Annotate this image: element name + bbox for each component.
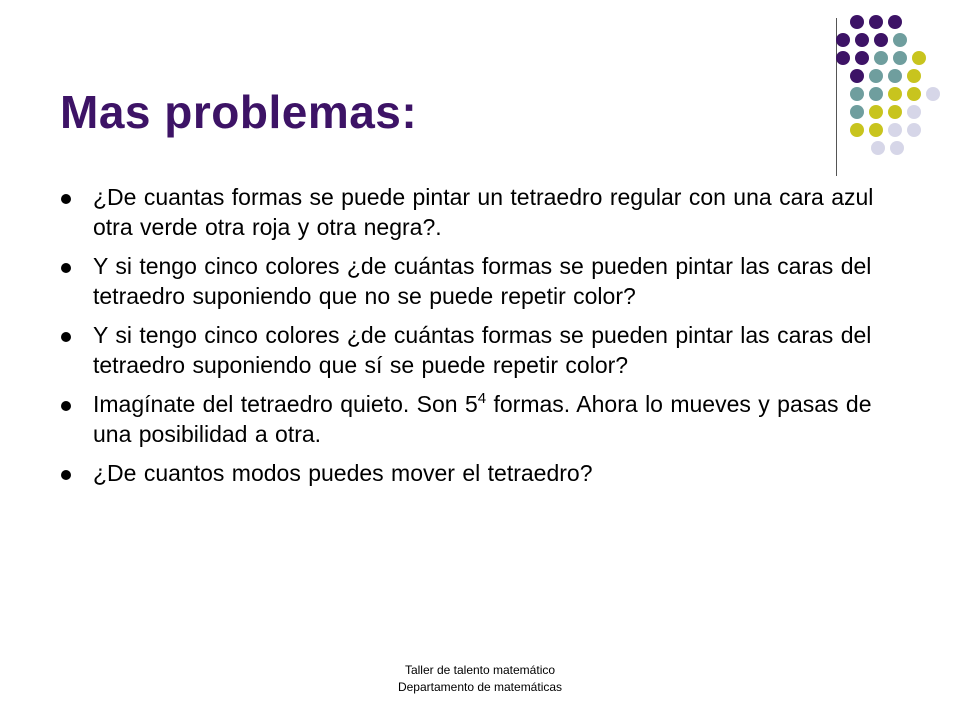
decorative-dot (907, 69, 921, 83)
decorative-dot (836, 51, 850, 65)
bullet-text: ¿De cuantas formas se puede pintar un tetraedro regular con una cara azul otra verde otra roja y otra negra?. (93, 184, 874, 240)
bullet-item (60, 458, 910, 488)
decorative-dot (893, 51, 907, 65)
decorative-dot (869, 69, 883, 83)
decorative-dot (893, 33, 907, 47)
decorative-dot (912, 51, 926, 65)
bullet-item (60, 320, 910, 380)
decorative-dot (907, 123, 921, 137)
decorative-dot (850, 87, 864, 101)
slide-footer (0, 662, 960, 696)
decorative-dot (888, 123, 902, 137)
exponent: 4 (477, 390, 487, 407)
bullet-list (60, 182, 910, 497)
decorative-dot (869, 87, 883, 101)
decorative-dot (926, 87, 940, 101)
decorative-dot (869, 105, 883, 119)
bullet-item (60, 182, 910, 242)
bullet-text: Y si tengo cinco colores ¿de cuántas formas se pueden pintar las caras del tetraedro suponiendo que no se puede repetir color? (93, 253, 872, 309)
decorative-dot (888, 87, 902, 101)
bullet-dot-icon (61, 470, 71, 480)
bullet-text: ¿De cuantos modos puedes mover el tetraedro? (93, 460, 593, 486)
decorative-dot (850, 15, 864, 29)
bullet-text: Y si tengo cinco colores ¿de cuántas formas se pueden pintar las caras del tetraedro suponiendo que sí se puede repetir color? (93, 322, 872, 378)
decorative-dot (890, 141, 904, 155)
bullet-dot-icon (61, 332, 71, 342)
decorative-dot (907, 105, 921, 119)
bullet-dot-icon (61, 194, 71, 204)
decorative-dot (855, 51, 869, 65)
decorative-dot (888, 69, 902, 83)
decorative-dot (869, 123, 883, 137)
decorative-dot (874, 33, 888, 47)
footer-line-2: Departamento de matemáticas (397, 680, 563, 694)
bullet-dot-icon (61, 263, 71, 273)
slide-title: Mas problemas: (60, 86, 418, 138)
decorative-dot (869, 15, 883, 29)
footer-line-1: Taller de talento matemático (404, 663, 556, 677)
decorative-dot (855, 33, 869, 47)
decorative-dot (907, 87, 921, 101)
bullet-dot-icon (61, 401, 71, 411)
decorative-dot (874, 51, 888, 65)
bullet-item (60, 251, 910, 311)
decorative-dot (888, 15, 902, 29)
decorative-dot (850, 69, 864, 83)
decorative-dot (850, 105, 864, 119)
decorative-dot (871, 141, 885, 155)
decorative-dot (836, 33, 850, 47)
bullet-text-post: formas. Ahora lo mueves y pasas de una posibilidad a otra. (93, 391, 872, 447)
decorative-dot (850, 123, 864, 137)
bullet-item (60, 389, 910, 449)
bullet-text-pre: Imagínate del tetraedro quieto. Son 5 (93, 391, 478, 417)
decorative-dot (888, 105, 902, 119)
